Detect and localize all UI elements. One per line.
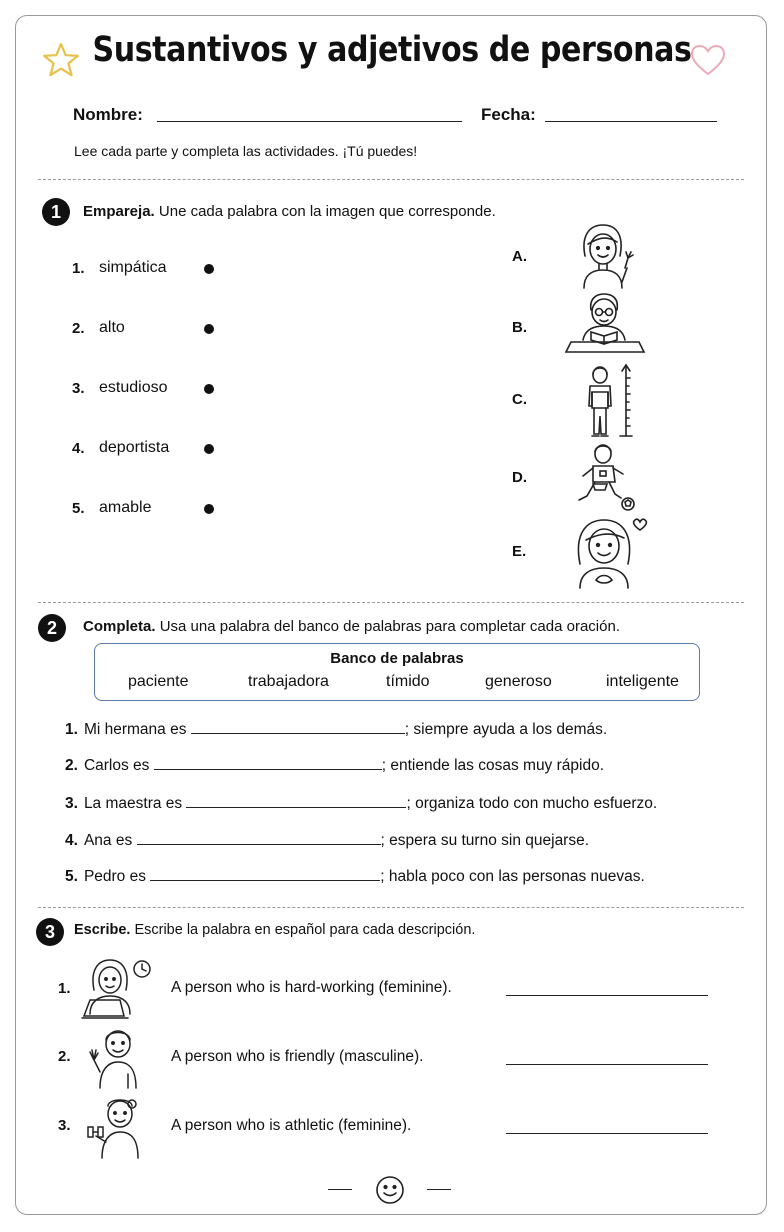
match-number: 5. <box>72 500 85 517</box>
match-word: alto <box>99 319 125 336</box>
sentence-start: La maestra es <box>83 795 183 812</box>
word-bank-item: inteligente <box>606 673 679 690</box>
match-number: 4. <box>72 440 85 457</box>
sentence-start: Mi hermana es <box>83 721 187 738</box>
match-number: 3. <box>72 380 85 397</box>
section-heading-text: Escribe la palabra en español para cada descripción. <box>134 922 476 938</box>
answer-blank[interactable] <box>186 793 406 808</box>
sentence-number: 4. <box>65 832 78 849</box>
footer-dash <box>328 1189 352 1190</box>
girl-dumbbell-icon <box>84 1096 146 1160</box>
section-number: 3 <box>36 918 64 946</box>
answer-blank[interactable] <box>154 755 382 770</box>
sentence-end: ; habla poco con las personas nuevas. <box>380 868 645 885</box>
section-heading <box>83 618 620 635</box>
soccer-boy-icon <box>575 442 637 512</box>
match-word: simpática <box>99 259 167 276</box>
sentence-number: 3. <box>65 795 78 812</box>
item-number: 3. <box>58 1117 71 1134</box>
sentence <box>65 866 645 886</box>
word-bank-item: tímido <box>386 673 430 690</box>
answer-line[interactable] <box>506 1064 708 1065</box>
divider <box>38 179 744 180</box>
match-dot[interactable] <box>204 324 214 334</box>
word-bank-item: paciente <box>128 673 189 690</box>
sentence-end: ; entiende las cosas muy rápido. <box>381 757 605 774</box>
tall-boy-icon <box>582 362 638 440</box>
sentence <box>65 719 607 739</box>
word-bank-item: trabajadora <box>248 673 329 690</box>
match-dot[interactable] <box>204 444 214 454</box>
kind-girl-icon <box>574 516 654 590</box>
section-heading <box>83 203 496 220</box>
sentence <box>65 755 604 775</box>
match-letter: A. <box>512 248 527 265</box>
match-letter: E. <box>512 543 527 560</box>
answer-line[interactable] <box>506 1133 708 1134</box>
footer-dash <box>427 1189 451 1190</box>
instructions: Lee cada parte y completa las actividades. ¡Tú puedes! <box>74 143 418 159</box>
boy-waving-icon <box>86 1026 142 1090</box>
answer-blank[interactable] <box>150 866 380 881</box>
sentence-number: 2. <box>65 757 78 774</box>
smiley-icon <box>375 1175 405 1205</box>
item-description: A person who is athletic (feminine). <box>171 1117 412 1134</box>
section-number: 2 <box>38 614 66 642</box>
match-number: 1. <box>72 260 85 277</box>
item-description: A person who is friendly (masculine). <box>171 1048 424 1065</box>
match-dot[interactable] <box>204 504 214 514</box>
match-word: amable <box>99 499 152 516</box>
date-label: Fecha: <box>481 105 536 124</box>
sentence-start: Ana es <box>83 832 133 849</box>
match-number: 2. <box>72 320 85 337</box>
section-heading-text: Usa una palabra del banco de palabras para completar cada oración. <box>159 618 620 635</box>
sentence <box>65 793 657 813</box>
sentence-start: Pedro es <box>83 868 146 885</box>
sentence-number: 5. <box>65 868 78 885</box>
match-dot[interactable] <box>204 384 214 394</box>
word-bank <box>94 643 700 701</box>
match-word: estudioso <box>99 379 168 396</box>
section-heading <box>74 922 475 938</box>
section-heading-text: Une cada palabra con la imagen que corresponde. <box>158 203 496 220</box>
sentence <box>65 830 589 850</box>
girl-laptop-icon <box>80 958 152 1020</box>
divider <box>38 602 744 603</box>
answer-blank[interactable] <box>137 830 381 845</box>
match-letter: C. <box>512 391 527 408</box>
date-field[interactable] <box>545 121 717 122</box>
divider <box>38 907 744 908</box>
match-letter: B. <box>512 319 527 336</box>
match-letter: D. <box>512 469 527 486</box>
answer-line[interactable] <box>506 995 708 996</box>
word-bank-item: generoso <box>485 673 552 690</box>
answer-blank[interactable] <box>191 719 405 734</box>
item-description: A person who is hard-working (feminine). <box>171 979 452 996</box>
sentence-number: 1. <box>65 721 78 738</box>
studying-boy-icon <box>563 292 647 356</box>
match-dot[interactable] <box>204 264 214 274</box>
heart-icon <box>690 44 726 76</box>
section-heading-bold: Escribe. <box>74 922 131 938</box>
name-field[interactable] <box>157 121 462 122</box>
name-label: Nombre: <box>73 105 143 124</box>
sentence-end: ; espera su turno sin quejarse. <box>380 832 590 849</box>
sentence-end: ; organiza todo con mucho esfuerzo. <box>406 795 658 812</box>
sentence-end: ; siempre ayuda a los demás. <box>404 721 608 738</box>
sentence-start: Carlos es <box>83 757 150 774</box>
item-number: 2. <box>58 1048 71 1065</box>
section-heading-bold: Completa. <box>83 618 156 635</box>
page-title: Sustantivos y adjetivos de personas <box>92 30 692 70</box>
word-bank-title: Banco de palabras <box>330 650 464 667</box>
section-heading-bold: Empareja. <box>83 203 155 220</box>
waving-girl-icon <box>575 222 637 288</box>
section-number: 1 <box>42 198 70 226</box>
match-word: deportista <box>99 439 170 456</box>
item-number: 1. <box>58 980 71 997</box>
